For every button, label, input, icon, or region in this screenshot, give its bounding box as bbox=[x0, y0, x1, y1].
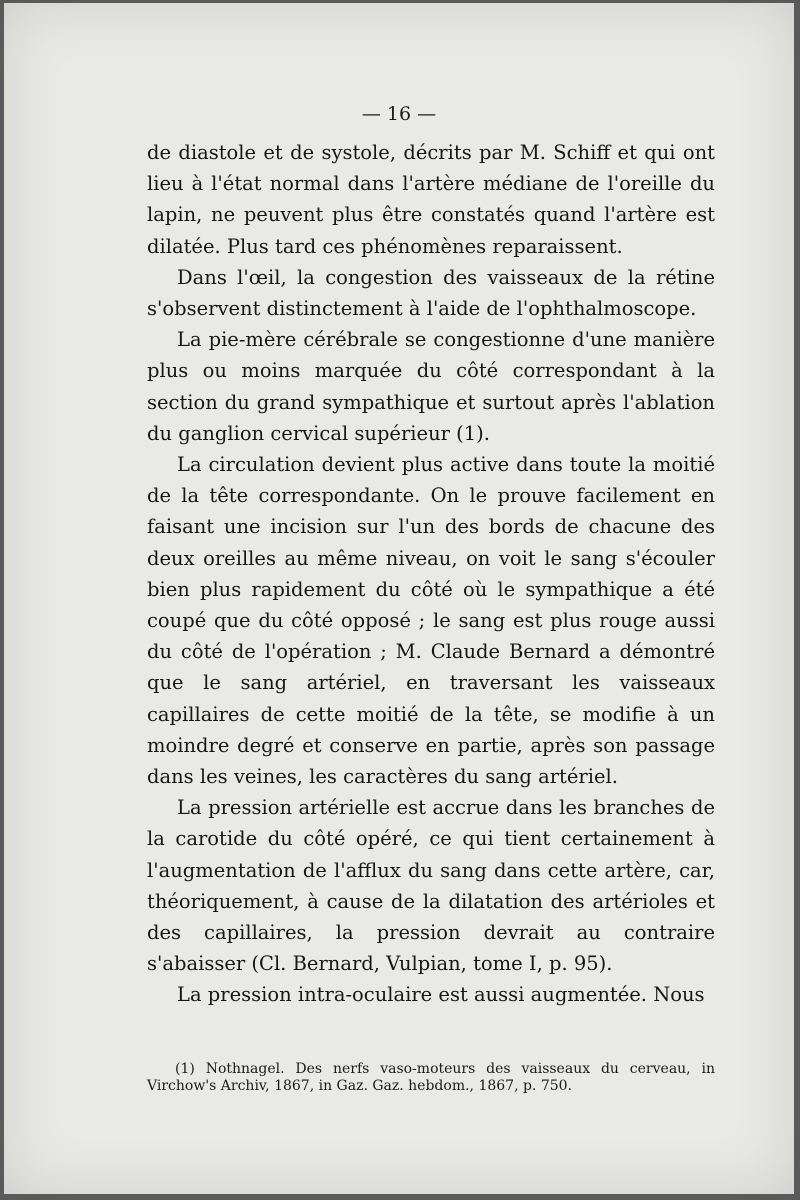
book-page bbox=[4, 3, 794, 1194]
paragraph-continued: de diastole et de systole, décrits par M. Schiff et qui ont lieu à l'état normal dans l'artère médiane de l'oreille du lapin, ne peuvent plus être constatés quand l'artère est dilatée. Plus tard ces phénomènes reparaissent. bbox=[147, 141, 715, 258]
footnote-text: (1) Nothnagel. Des nerfs vaso-moteurs des vaisseaux du cerveau, in Virchow's Archiv, 1867, in Gaz. Gaz. hebdom., 1867, p. 750. bbox=[147, 1061, 715, 1094]
body-text bbox=[147, 137, 715, 1011]
paragraph-pia-mater: La pie-mère cérébrale se congestionne d'une manière plus ou moins marquée du côté correspondant à la section du grand sympathique et surtout après l'ablation du ganglion cervical supérieur (1). bbox=[147, 328, 715, 445]
paragraph-arterial-pressure: La pression artérielle est accrue dans les branches de la carotide du côté opéré, ce qui tient certainement à l'augmentation de l'afflux du sang dans cette artère, car, théoriquement, à cause de la dilatation des artérioles et des capillaires, la pression devrait au contraire s'abaisser (Cl. Bernard, Vulpian, tome I, p. 95). bbox=[147, 796, 715, 976]
page-number: — 16 — bbox=[361, 103, 437, 125]
footnote bbox=[147, 1061, 715, 1095]
paragraph-intraocular-pressure: La pression intra-oculaire est aussi augmentée. Nous bbox=[177, 983, 705, 1007]
paragraph-retina: Dans l'œil, la congestion des vaisseaux de la rétine s'observent distinctement à l'aide de l'ophthalmoscope. bbox=[147, 265, 715, 321]
paragraph-circulation: La circulation devient plus active dans toute la moitié de la tête correspondante. On le prouve facilement en faisant une incision sur l'un des bords de chacune des deux oreilles au même niveau, on voit le sang s'écouler bien plus rapidement du côté où le sympathique a été coupé que du côté opposé ; le sang est plus rouge aussi du côté de l'opération ; M. Claude Bernard a démontré que le sang artériel, en traversant les vaisseaux capillaires de cette moitié de la tête, se modifie à un moindre degré et conserve en partie, après son passage dans les veines, les caractères du sang artériel. bbox=[147, 453, 715, 789]
